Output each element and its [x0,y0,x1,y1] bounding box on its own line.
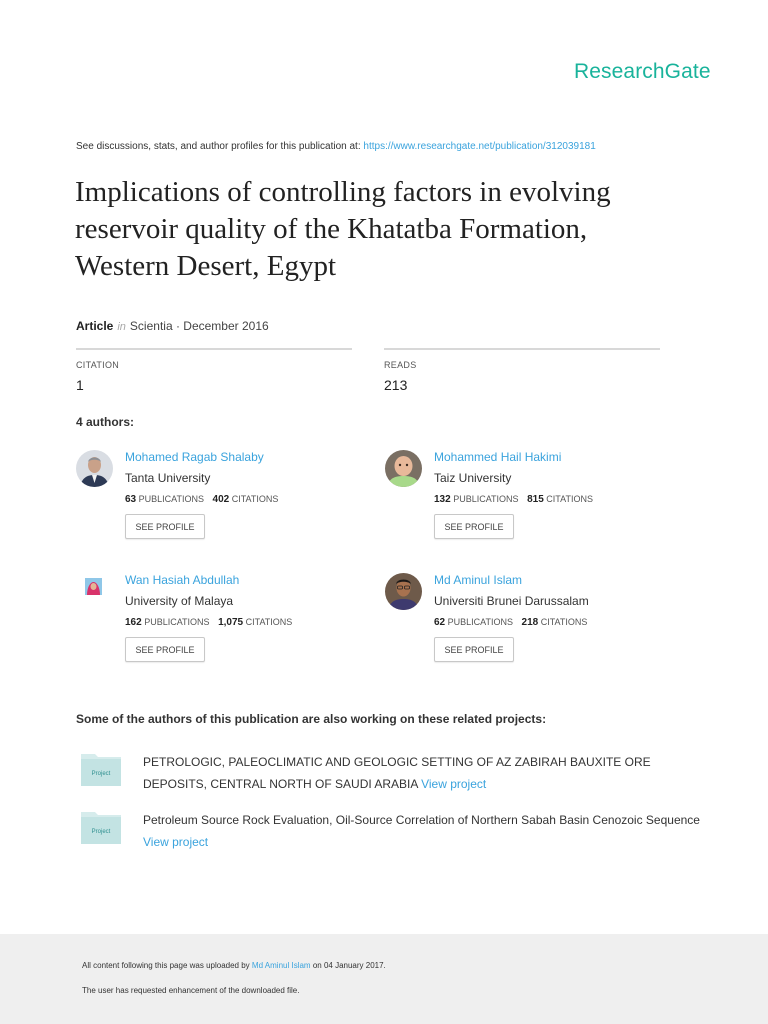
author-name-link[interactable]: Mohammed Hail Hakimi [434,450,562,464]
citation-stat [76,348,352,393]
author-stats [434,617,587,628]
author-institution: Tanta University [125,471,211,485]
portrait-man-glasses-icon[interactable] [385,573,422,610]
title-line: Implications of controlling factors in evolving [75,176,611,208]
author-card [76,573,376,683]
publication-url-link[interactable]: https://www.researchgate.net/publication/312039181 [363,141,596,152]
citations-count: 815 [527,494,544,505]
footer [0,934,768,1024]
author-institution: University of Malaya [125,594,234,608]
citations-count: 402 [212,494,230,505]
in-word: in [117,321,126,333]
citations-count: 218 [521,617,539,628]
author-stats [125,617,292,628]
project-icon-label: Project [91,771,111,777]
author-institution: Taiz University [434,471,512,485]
publications-label: PUBLICATIONS [447,617,513,627]
uploader-link[interactable]: Md Aminul Islam [251,961,311,970]
authors-heading: 4 authors: [76,415,135,429]
project-icon-label: Project [91,829,111,835]
publications-count: 63 [125,494,137,505]
title-line: reservoir quality of the Khatatba Formation, [75,213,588,245]
venue-date: Scientia · December 2016 [129,319,269,333]
publications-label: PUBLICATIONS [144,617,210,627]
portrait-woman-hijab-icon[interactable] [85,578,102,595]
author-name-link[interactable]: Mohamed Ragab Shalaby [125,450,264,464]
title-line: Western Desert, Egypt [75,250,336,282]
project-title: PETROLOGIC, PALEOCLIMATIC AND GEOLOGIC SETTING OF AZ ZABIRAH BAUXITE ORE DEPOSITS, CENTRAL NORTH OF SAUDI ARABIA [143,755,651,791]
article-type: Article [76,319,114,333]
citations-label: CITATIONS [231,494,279,504]
author-name-link[interactable]: Md Aminul Islam [434,573,523,587]
see-profile-button[interactable]: SEE PROFILE [125,637,205,662]
article-title [75,174,715,285]
author-stats [434,494,593,505]
projects-heading: Some of the authors of this publication are also working on these related projects: [76,712,547,726]
see-profile-button[interactable]: SEE PROFILE [434,514,514,539]
see-discussions-line [76,141,596,152]
publications-count: 162 [125,617,142,628]
upload-note [82,961,386,970]
reads-value: 213 [384,377,408,393]
see-profile-button[interactable]: SEE PROFILE [434,637,514,662]
publications-label: PUBLICATIONS [138,494,204,504]
upload-prefix: All content following this page was uploaded by [82,961,250,970]
portrait-man-suit-icon[interactable] [76,450,113,487]
publications-count: 62 [434,617,446,628]
see-discussions-text: See discussions, stats, and author profiles for this publication at: [76,141,361,152]
project-folder-icon [80,809,122,845]
view-project-link[interactable]: View project [143,835,209,849]
reads-stat [384,348,660,393]
citation-label: CITATION [76,360,120,370]
author-card [385,450,685,560]
publications-count: 132 [434,494,451,505]
author-stats [125,494,278,505]
see-profile-button[interactable]: SEE PROFILE [125,514,205,539]
project-text [143,751,703,795]
reads-label: READS [384,360,417,370]
citations-count: 1,075 [218,617,244,628]
author-card [385,573,685,683]
author-card [76,450,376,560]
citations-label: CITATIONS [546,494,593,504]
project-text [143,809,703,853]
citations-label: CITATIONS [540,617,588,627]
view-project-link[interactable]: View project [421,777,487,791]
citation-value: 1 [76,377,84,393]
project-folder-icon [80,751,122,787]
portrait-child-icon[interactable] [385,450,422,487]
publications-label: PUBLICATIONS [453,494,519,504]
upload-suffix: on 04 January 2017. [312,961,386,970]
researchgate-logo[interactable]: ResearchGate [574,60,711,83]
enhancement-note: The user has requested enhancement of the downloaded file. [82,986,300,995]
author-institution: Universiti Brunei Darussalam [434,594,589,608]
author-name-link[interactable]: Wan Hasiah Abdullah [125,573,240,587]
article-meta [76,319,269,333]
citations-label: CITATIONS [245,617,293,627]
project-title: Petroleum Source Rock Evaluation, Oil-Source Correlation of Northern Sabah Basin Cenozoic Sequence [143,813,700,827]
